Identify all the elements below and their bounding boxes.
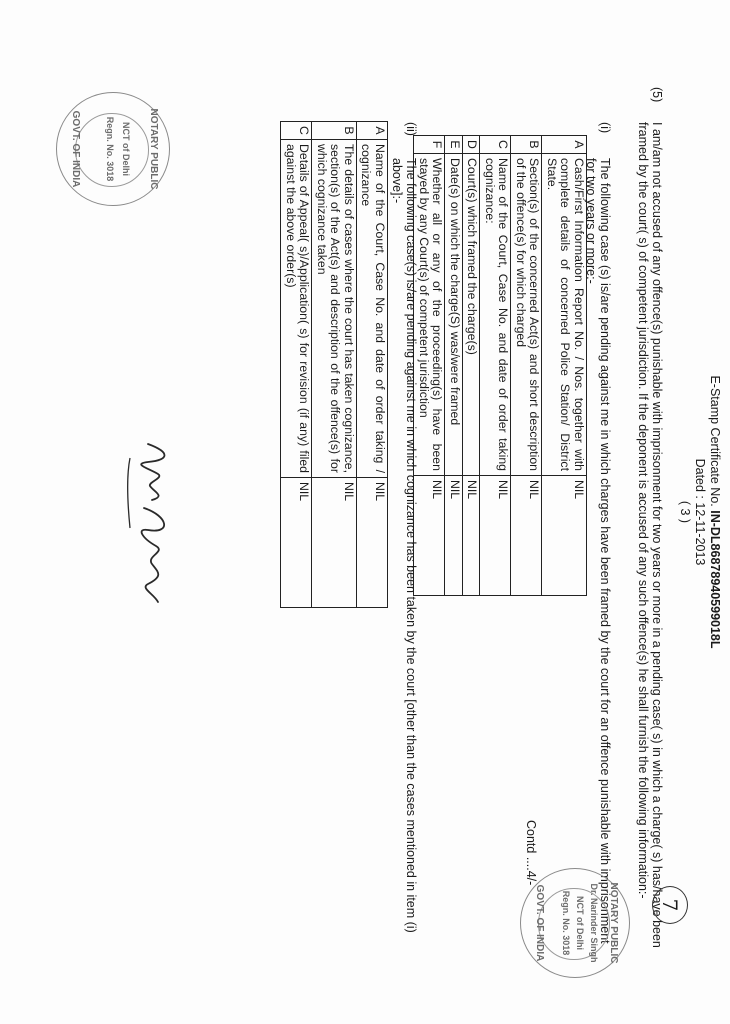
table-row — [542, 136, 587, 596]
row-key: E — [445, 136, 463, 154]
stamp-line: NCT of Delhi — [575, 896, 585, 950]
row-description: Section(s) of the concerned Act(s) and short description of the offence(s) for which charged — [511, 154, 542, 476]
row-description: Court(s) which framed the charge(s) — [463, 154, 481, 476]
row-value: NIL — [357, 478, 388, 608]
table-row — [414, 136, 445, 596]
page-mark-number: 7 — [658, 898, 682, 912]
row-key: B — [511, 136, 542, 154]
section-ii-text: The following case(s) is/are pending against me in which cognizance has been taken by the court [other than the cases mentioned in item (i) above]:- — [390, 158, 418, 933]
certificate-id: IN-DL86878940599018L — [708, 510, 722, 649]
signature-scribble — [110, 438, 188, 608]
stamp-line: NOTARY PUBLIC — [608, 882, 619, 964]
row-description: The details of cases where the court has taken cognizance, section(s) of the Act(s) and description of the offence(s) for which cognizance taken — [312, 140, 357, 478]
stamp-line: GOVT. OF INDIA — [534, 884, 545, 962]
certificate-prefix: E-Stamp Certificate No. — [708, 375, 722, 507]
paragraph-5 — [636, 87, 664, 956]
row-value: NIL — [542, 476, 587, 596]
row-description: Details of Appeal( s)/Application( s) for revision (if any) filed against the above order(s) — [281, 140, 312, 478]
row-value: NIL — [312, 478, 357, 608]
page-mark-circle — [652, 886, 688, 924]
row-key: F — [414, 136, 445, 154]
paragraph-text: I am/am not accused of any offence(s) punishable with imprisonment for two years or more in a pending case( s) in which a charge( s) has/have been framed by the court( s) of competent jurisdiction. If the deponent is accused of any such offence(s) he shall furnish the following information:- — [636, 122, 664, 948]
row-value: NIL — [511, 476, 542, 596]
row-value: NIL — [445, 476, 463, 596]
table-row — [281, 122, 312, 608]
certificate-number — [707, 0, 722, 1024]
row-key: C — [480, 136, 511, 154]
row-key: A — [542, 136, 587, 154]
row-key: D — [463, 136, 481, 154]
certificate-date: Dated : 12-11-2013 — [693, 458, 707, 566]
row-key: A — [357, 122, 388, 140]
table-row — [480, 136, 511, 596]
row-description: Cash/First Information Report No. / Nos. together with complete details of concerned Police Station/ District State. — [542, 154, 587, 476]
row-value: NIL — [463, 476, 481, 596]
stamp-line: GOVT. OF INDIA — [70, 110, 81, 188]
row-value: NIL — [480, 476, 511, 596]
table-row — [445, 136, 463, 596]
row-description: Name of the Court, Case No. and date of order taking cognizance: — [480, 154, 511, 476]
section-i-number: (i) — [598, 122, 612, 134]
section-i-table — [414, 135, 588, 596]
table-row — [511, 136, 542, 596]
stamp-line: Regn. No. 3018 — [105, 116, 115, 182]
section-ii-table — [281, 121, 389, 608]
row-description: Date(s) on which the charge(S) was/were framed — [445, 154, 463, 476]
continued-note: Contd ....4/- — [524, 820, 538, 886]
notary-stamp-top — [520, 868, 630, 978]
paragraph-number: (5) — [650, 87, 664, 103]
stamp-line: NOTARY PUBLIC — [148, 108, 159, 190]
page-number: ( 3 ) — [678, 500, 692, 524]
row-description: Name of the Court, Case No. and date of order taking / cognizance — [357, 140, 388, 478]
notary-stamp-bottom — [56, 92, 170, 206]
row-key: C — [281, 122, 312, 140]
table-row — [463, 136, 481, 596]
row-value: NIL — [281, 478, 312, 608]
row-key: B — [312, 122, 357, 140]
row-value: NIL — [414, 476, 445, 596]
section-i-text: The following case (s) is/are pending against me in which charges have been framed by the court for an offence punishable with imprisonment for two years or more:- — [584, 158, 612, 944]
section-ii-number: (ii) — [404, 122, 418, 136]
table-row — [357, 122, 388, 608]
row-description: Whether all or any of the proceeding(s) have been stayed by any Court(s) of competent jurisdiction — [414, 154, 445, 476]
stamp-line: NCT of Delhi — [121, 122, 131, 176]
stamp-line: Dr. Narinder Singh — [589, 883, 599, 963]
stamp-line: Regn. No. 3018 — [561, 890, 571, 956]
table-row — [312, 122, 357, 608]
